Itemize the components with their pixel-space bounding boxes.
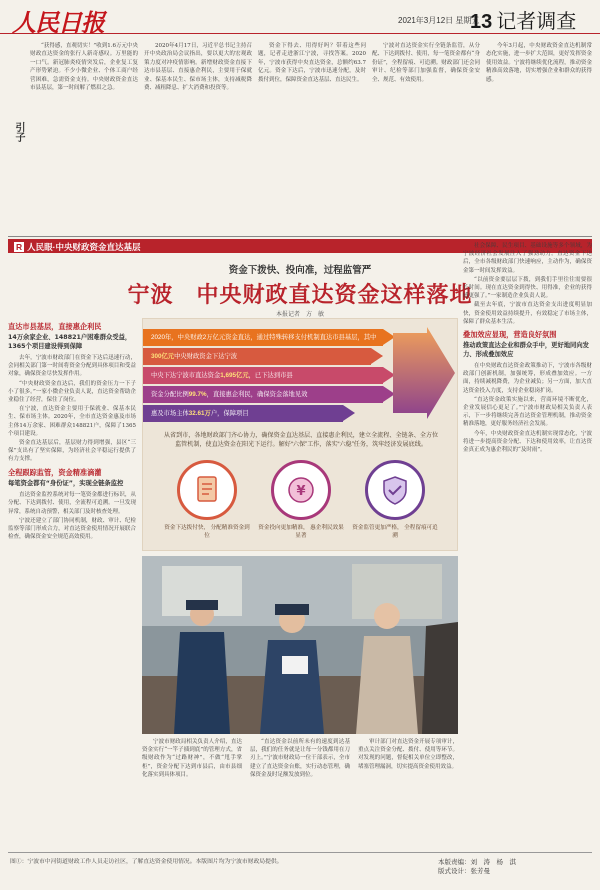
body-block-1: 去年，宁波市财政部门在资金下达后迅速行动，会同相关部门第一时间将资金分配到具体项目和受益对象，确保资金尽快发挥作用。 “中央财政资金直达后，我们的资金压力一下子小了很多。”一家小微企业负责人说，直达资金帮助企业稳住了经营，保住了岗位。 在宁波，直达资金主要用于保就业、保基本民生、保市场主体。2020年，全市直达资金惠及市场主体14万余家、困难群众148821户，保障了1365个项目建设。 资金直达基层后，基层财力得到增强，县区“三保”支出有了坚实保障，为经济社会平稳运行提供了有力支撑。 [8, 355, 136, 463]
middle-text-area [142, 738, 458, 848]
issue-date: 2021年3月12日 星期五 [398, 16, 480, 25]
coin-icon [284, 473, 318, 507]
circle-shield [365, 460, 425, 520]
info-ribbon-5: 惠及市场主体32.61万户，保障项目 [143, 405, 343, 422]
intro-section [8, 42, 592, 234]
page-section-title: 记者调查 [496, 11, 577, 33]
news-photo-image [142, 556, 458, 734]
intro-column-4: 宁波对直达资金实行全链条监管，从分配、下达到拨付、使用，每一笔资金都有“身份证”，全程留痕、可追溯。财政部门还会同审计、纪检等部门加强监督，确保资金安全、规范、有效使用。 [372, 43, 480, 83]
intro-column-5: 今年3月起，中央财政资金直达机制常态化实施，进一步扩大范围，更好发挥资金使用效益。宁波将继续优化流程，推动资金精准高效落地，切实增强企业和群众的获得感。 [486, 43, 592, 83]
layout-line: 版式设计：张芳曼 [438, 868, 490, 875]
right-subhead: 叠加效应显现，营造良好氛围 [463, 330, 557, 340]
intro-label: 引子 [13, 122, 24, 142]
deck-2: 每笔资金都有“身份证”，实现全链条监控 [8, 479, 124, 487]
circle-label-3: 资金监管更加严格， 全程留痕可追溯 [352, 525, 438, 539]
info-ribbon-2: 300亿元中央财政资金下达宁波 [143, 348, 371, 365]
info-ribbon-3: 中央下达宁波市直达资金1,695亿元，已下达到市县 [143, 367, 383, 384]
infographic [142, 318, 458, 551]
middle-column-3: 审计部门对直达资金开展专项审计，重点关注资金分配、拨付、使用等环节。对发现的问题，督促相关单位立即整改，堵塞管理漏洞，切实提高资金使用效益。 [358, 739, 458, 770]
intro-column-3: 资金下得去、用得好吗？带着这些问题，记者走进浙江宁波，寻找答案。2020年，宁波市获得中央直达资金，总额约63.7亿元。资金下达后，宁波市迅速分配，及时拨付到位，保障资金直达基层、直达民生。 [258, 43, 366, 83]
svg-text:¥: ¥ [296, 484, 306, 499]
section-title: 人民眼·中央财政资金直达基层 [27, 242, 141, 252]
subhead-1: 直达市县基层，直接惠企利民 [8, 322, 102, 331]
circle-coin [271, 460, 331, 520]
right-body-1: 社会保障、民生项目、基础设施等多个领域，为宁波经济社会发展注入了强劲动力。直达资金下达后，全市各级财政部门快速响应，主动作为，确保资金第一时间发挥效益。 “以前资金要层层下拨，到我们手里往往需要很长时间。现在直达资金到得快、用得准，企业的获得感更强了。”一家制造企业负责人说。 截至去年底，宁波市直达资金支出进度明显加快，资金使用效益持续提升，有效稳定了市场主体，保障了群众基本生活。 [463, 243, 592, 325]
editor-line: 本版责编：刘 涛 杨 淇 [438, 859, 516, 866]
left-column [8, 318, 136, 843]
body-block-2: 直达资金监控系统对每一笔资金都进行标识，从分配、下达到拨付、使用，全流程可追溯。一旦发现异常，系统自动预警，相关部门及时核查处理。 宁波还建立了部门协同机制，财政、审计、纪检监察等部门形成合力，对直达资金使用情况开展联合检查，确保资金安全规范高效使用。 [8, 492, 136, 541]
intro-column-1: “获得感，直观切实！”收到1.6万元中央财政直达资金的张行人新奇感叹。万里能的一口气。新冠肺炎疫情突发后，企业复工复产形势紧迫。不少小微企业、个体工商户经营困难，急需资金支持。中央财政资金直达市县基层，第一时间解了燃眉之急。 [30, 43, 138, 92]
circle-label-1: 资金下达拨付快， 分配精准资金到位 [164, 525, 250, 539]
right-deck: 推动政策直达企业和群众手中，更好地同向发力、形成叠加效应 [463, 342, 589, 358]
info-ribbon-1: 2020年，中央财政2万亿元资金直达，通过特殊转移支付机制直达市县基层，其中 [143, 329, 383, 346]
news-photo [142, 556, 458, 734]
article-byline: 本报记者 方 敏 [275, 311, 324, 318]
right-body-2: 在中央财政直达资金政策推动下，宁波市各级财政部门创新机制，加强统筹，形成叠加效应。一方面，持续减税降费，为企业减负；另一方面，加大直达资金投入力度，支持企业稳岗扩岗。 “直达资金政策实施以来，营商环境不断优化，企业发展信心更足了。”宁波市财政局相关负责人表示，下一步将继续完善直达资金管理机制，推动资金精准落地，更好服务经济社会发展。 今年，中央财政资金直达机制实现常态化，宁波将进一步提高资金分配、下达和使用效率，让直达资金真正成为惠企利民的“及时雨”。 [463, 363, 592, 454]
deck-1: 14万余家企业、148821户困难群众受益，1365个项目建设得到保障 [8, 334, 132, 350]
info-ribbon-4: 资金分配比例99.7%，直接惠企利民，确保资金落地见效 [143, 386, 383, 403]
shield-icon [378, 473, 412, 507]
circle-label-2: 资金投向更加精准， 惠企利民效果显著 [258, 525, 344, 539]
editor-credits [438, 858, 588, 876]
page-footer [8, 852, 592, 888]
middle-column-1: 宁波市财政局相关负责人介绍，直达资金实行“一竿子插到底”的管理方式，省级财政作为“过路财神”，不做“甩手掌柜”，资金分配下达到市县后，由市县细化落实到具体项目。 [142, 739, 242, 778]
infographic-arrow-icon [393, 327, 455, 419]
subhead-2: 全程跟踪监管，资金精准滴灌 [8, 467, 102, 477]
intro-column-2: 2020年4月17日，习近平总书记主持召开中央政治局会议指出，要以更大的宏观政策力度对冲疫情影响。新增财政资金直接下达市县基层、直接惠企利民，主要用于保就业、保基本民生、保市场主体，支持减税降费、减租降息、扩大消费和投资等。 [144, 43, 252, 92]
article-kicker: 资金下拨快、投向准，过程监管严 [228, 265, 372, 276]
page-header [470, 5, 576, 34]
page-number: 13 [470, 11, 493, 33]
newspaper-logo: 人民日报 [12, 8, 104, 37]
photo-note: 图①：宁波市中河街道财政工作人员走访社区，了解直达资金使用情况。本版图片均为宁波市财政局提供。 [10, 859, 283, 865]
middle-column-2: “直达资金以前所未有的速度到达基层，我们的任务就是让每一分钱都用在刀刃上。”宁波市财政局一位干部表示，全市建立了直达资金台账，实行动态管理，确保资金及时足额发放到位。 [250, 739, 350, 778]
article-headline: 宁波 中央财政直达资金这样落地 [127, 283, 473, 308]
circle-document [177, 460, 237, 520]
masthead [0, 0, 600, 37]
right-column [463, 242, 592, 852]
document-icon [190, 473, 224, 507]
intro-divider [8, 236, 592, 237]
section-tag [14, 241, 140, 253]
infographic-paragraph: 从省到市，各地财政部门齐心协力，确保资金直达基层、直接惠企利民，建立全流程、全链条、全方位监管机制，使直达资金在阳光下运行。解好“六保”工作，落实“六稳”任务，筑牢经济发展底线。 [163, 432, 439, 448]
section-mark-icon: R [16, 242, 23, 252]
